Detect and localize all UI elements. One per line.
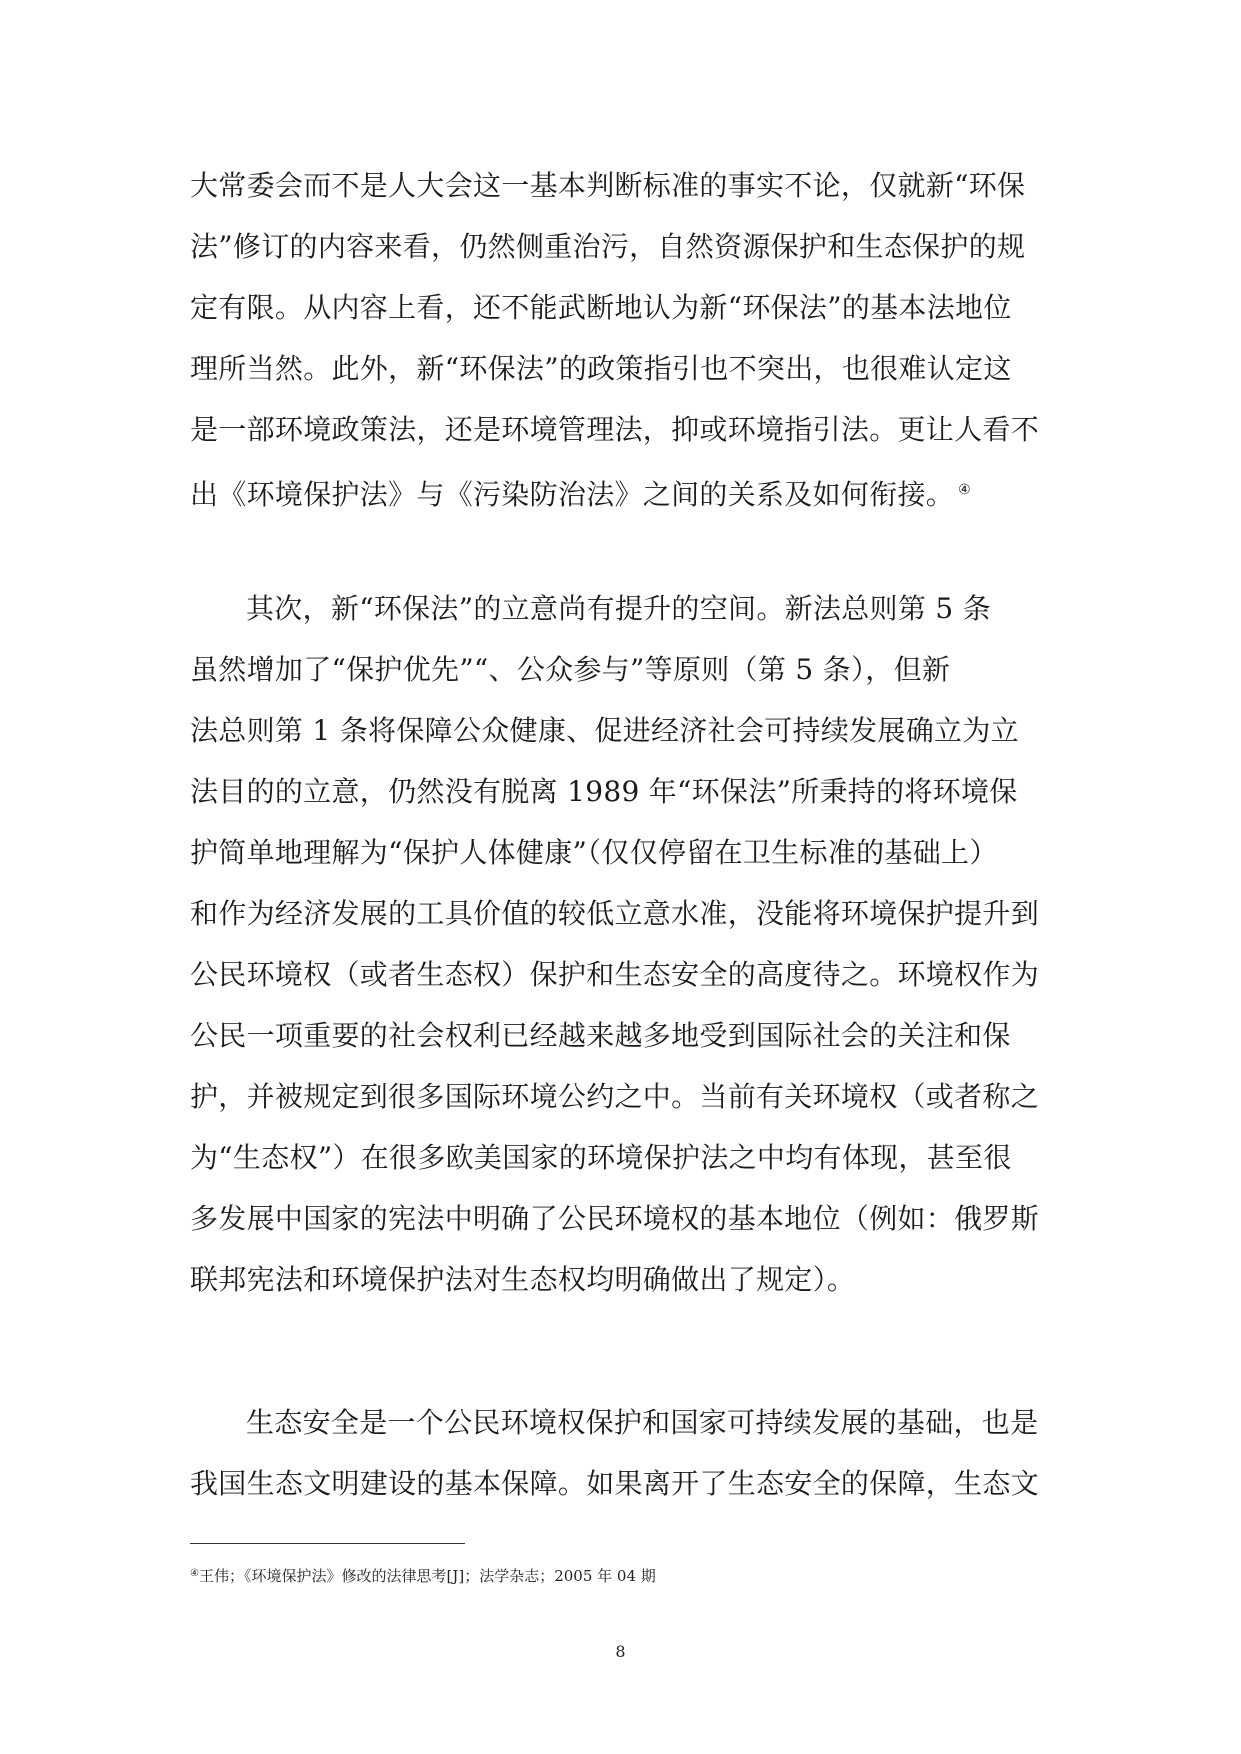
text-line: 理所当然。此外，新“环保法”的政策指引也不突出，也很难认定这 <box>190 352 1012 385</box>
footnote-divider <box>190 1543 465 1544</box>
footnote <box>190 1563 656 1587</box>
text-line: 虽然增加了“保护优先”“、公众参与”等原则（第 5 条），但新 <box>190 653 951 686</box>
text-line: 其次，新“环保法”的立意尚有提升的空间。新法总则第 5 条 <box>246 592 991 625</box>
paragraph-2 <box>190 578 1050 1310</box>
text-line: 联邦宪法和环境保护法对生态权均明确做出了规定）。 <box>190 1263 856 1296</box>
footnote-text: 王伟；《环境保护法》修改的法律思考[J]；法学杂志；2005 年 04 期 <box>198 1567 656 1585</box>
text-line: 护，并被规定到很多国际环境公约之中。当前有关环境权（或者称之 <box>190 1080 1040 1113</box>
text-line: 公民一项重要的社会权利已经越来越多地受到国际社会的关注和保 <box>190 1019 1011 1052</box>
text-line: 我国生态文明建设的基本保障。如果离开了生态安全的保障，生态文 <box>190 1467 1040 1500</box>
page-number: 8 <box>615 1642 626 1661</box>
text-line: 和作为经济发展的工具价值的较低立意水准，没能将环境保护提升到 <box>190 897 1040 930</box>
text-line: 公民环境权（或者生态权）保护和生态安全的高度待之。环境权作为 <box>190 958 1040 991</box>
text-line: 是一部环境政策法，还是环境管理法，抑或环境指引法。更让人看不 <box>190 413 1040 446</box>
paragraph-3 <box>190 1392 1050 1514</box>
text-line: 护简单地理解为“保护人体健康”（仅仅停留在卫生标准的基础上） <box>190 836 998 869</box>
text-line-content: 出《环境保护法》与《污染防治法》之间的关系及如何衔接。 <box>190 478 955 511</box>
text-line: 为“生态权”）在很多欧美国家的环境保护法之中均有体现，甚至很 <box>190 1141 1012 1174</box>
text-line: 生态安全是一个公民环境权保护和国家可持续发展的基础，也是 <box>246 1406 1039 1439</box>
text-line: 法总则第 1 条将保障公众健康、促进经济社会可持续发展确立为立 <box>190 714 1019 747</box>
text-line: 法目的的立意，仍然没有脱离 1989 年“环保法”所秉持的将环境保 <box>190 775 1018 808</box>
paragraph-1 <box>190 155 1050 521</box>
text-line-with-footnote <box>190 460 1050 521</box>
text-line: 大常委会而不是人大会这一基本判断标准的事实不论，仅就新“环保 <box>190 169 1026 202</box>
text-line: 多发展中国家的宪法中明确了公民环境权的基本地位（例如：俄罗斯 <box>190 1202 1040 1235</box>
footnote-mark: ④ <box>190 1568 199 1579</box>
text-line: 定有限。从内容上看，还不能武断地认为新“环保法”的基本法地位 <box>190 291 1012 324</box>
text-line: 法”修订的内容来看，仍然侧重治污，自然资源保护和生态保护的规 <box>190 230 1026 263</box>
footnote-reference: ④ <box>958 482 971 498</box>
